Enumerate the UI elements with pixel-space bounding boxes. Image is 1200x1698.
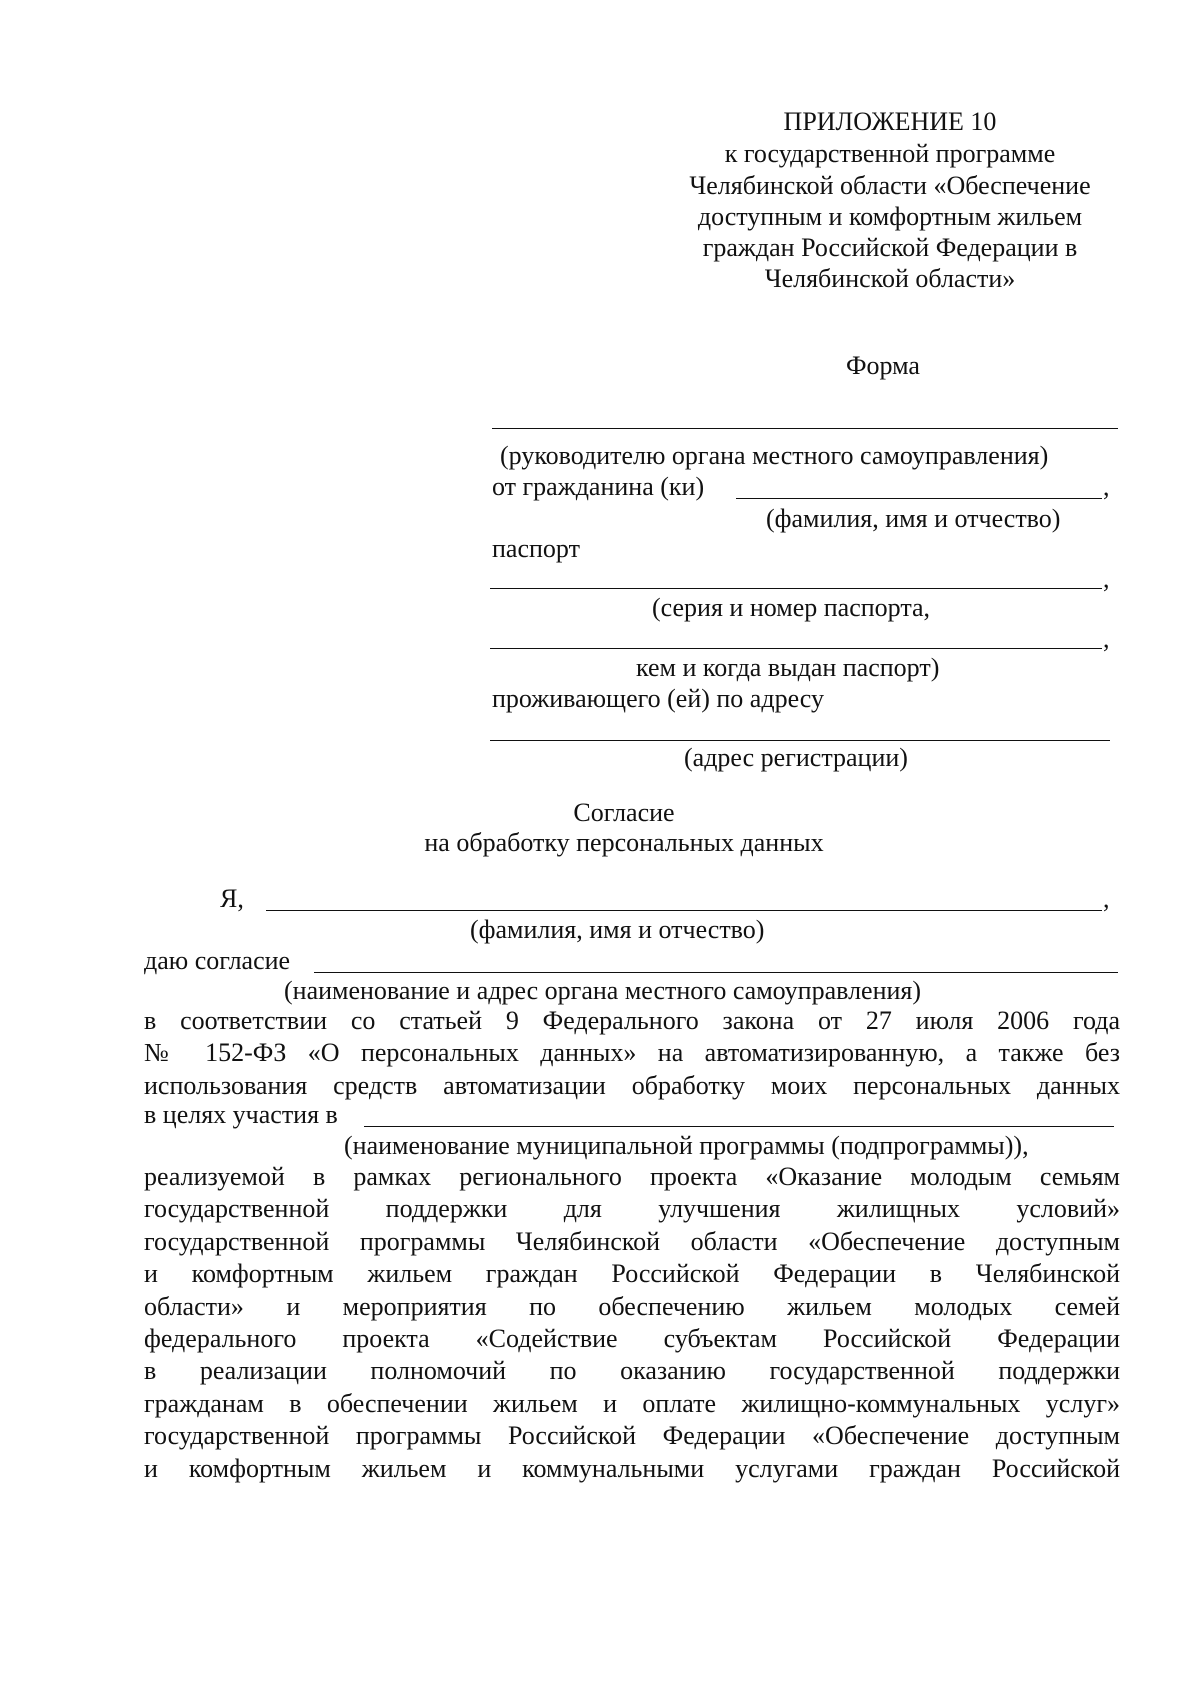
from-citizen-label: от гражданина (ки) bbox=[492, 472, 705, 501]
passport-issued-field[interactable] bbox=[490, 648, 1102, 649]
authority-field[interactable] bbox=[314, 972, 1118, 973]
body-line: области» и мероприятия по обеспечению жильем молодых семей bbox=[144, 1291, 1120, 1321]
purpose-label: в целях участия в bbox=[144, 1100, 338, 1129]
body-line: гражданам в обеспечении жильем и оплате жилищно-коммунальных услуг» bbox=[144, 1388, 1120, 1418]
citizen-fio-field[interactable] bbox=[736, 498, 1102, 499]
i-label: Я, bbox=[220, 884, 244, 913]
program-caption: (наименование муниципальной программы (подпрограммы)), bbox=[344, 1131, 1029, 1160]
appendix-line: к государственной программе bbox=[724, 139, 1056, 168]
body-line: в реализации полномочий по оказанию государственной поддержки bbox=[144, 1356, 1120, 1386]
passport-issued-caption: кем и когда выдан паспорт) bbox=[636, 653, 940, 682]
residing-label: проживающего (ей) по адресу bbox=[492, 684, 824, 713]
passport-number-caption: (серия и номер паспорта, bbox=[652, 593, 931, 622]
body-line: и комфортным жильем и коммунальными услугами граждан Российской bbox=[144, 1453, 1120, 1483]
appendix-line: доступным и комфортным жильем bbox=[697, 202, 1083, 231]
body-line: и комфортным жильем граждан Российской Федерации в Челябинской bbox=[144, 1259, 1120, 1289]
comma: , bbox=[1103, 472, 1110, 501]
body-line: государственной программы Российской Федерации «Обеспечение доступным bbox=[144, 1421, 1120, 1451]
body-line: № 152-ФЗ «О персональных данных» на автоматизированную, а также без bbox=[144, 1038, 1120, 1068]
subject-fio-field[interactable] bbox=[266, 910, 1102, 911]
authority-caption: (наименование и адрес органа местного самоуправления) bbox=[284, 976, 922, 1005]
paragraph-legal-basis bbox=[144, 1005, 1120, 1102]
fio-caption: (фамилия, имя и отчество) bbox=[470, 915, 765, 944]
program-field[interactable] bbox=[364, 1126, 1114, 1127]
consent-label: даю согласие bbox=[144, 946, 291, 975]
comma: , bbox=[1103, 564, 1110, 593]
address-field[interactable] bbox=[490, 740, 1110, 741]
body-line: государственной программы Челябинской области «Обеспечение доступным bbox=[144, 1226, 1120, 1256]
paragraph-program bbox=[144, 1161, 1120, 1485]
passport-number-field[interactable] bbox=[490, 588, 1102, 589]
appendix-line: Челябинской области «Обеспечение bbox=[689, 171, 1091, 200]
appendix-title: ПРИЛОЖЕНИЕ 10 bbox=[783, 107, 997, 136]
head-caption: (руководителю органа местного самоуправления) bbox=[500, 441, 1049, 470]
form-label: Форма bbox=[846, 351, 920, 380]
appendix-line: граждан Российской Федерации в bbox=[702, 233, 1078, 262]
appendix-line: Челябинской области» bbox=[764, 264, 1016, 293]
body-line: федерального проекта «Содействие субъектам Российской Федерации bbox=[144, 1323, 1120, 1353]
passport-label: паспорт bbox=[492, 534, 580, 563]
body-line: реализуемой в рамках регионального проекта «Оказание молодым семьям bbox=[144, 1162, 1120, 1191]
document-heading: Согласие bbox=[573, 798, 675, 827]
address-caption: (адрес регистрации) bbox=[684, 743, 908, 772]
head-name-field[interactable] bbox=[492, 428, 1118, 429]
comma: , bbox=[1103, 884, 1110, 913]
fio-caption: (фамилия, имя и отчество) bbox=[766, 504, 1061, 533]
document-subheading: на обработку персональных данных bbox=[424, 828, 824, 857]
body-line: использования средств автоматизации обработку моих персональных данных bbox=[144, 1070, 1120, 1100]
body-line: государственной поддержки для улучшения жилищных условий» bbox=[144, 1194, 1120, 1224]
comma: , bbox=[1103, 624, 1110, 653]
body-line: в соответствии со статьей 9 Федерального закона от 27 июля 2006 года bbox=[144, 1006, 1120, 1035]
